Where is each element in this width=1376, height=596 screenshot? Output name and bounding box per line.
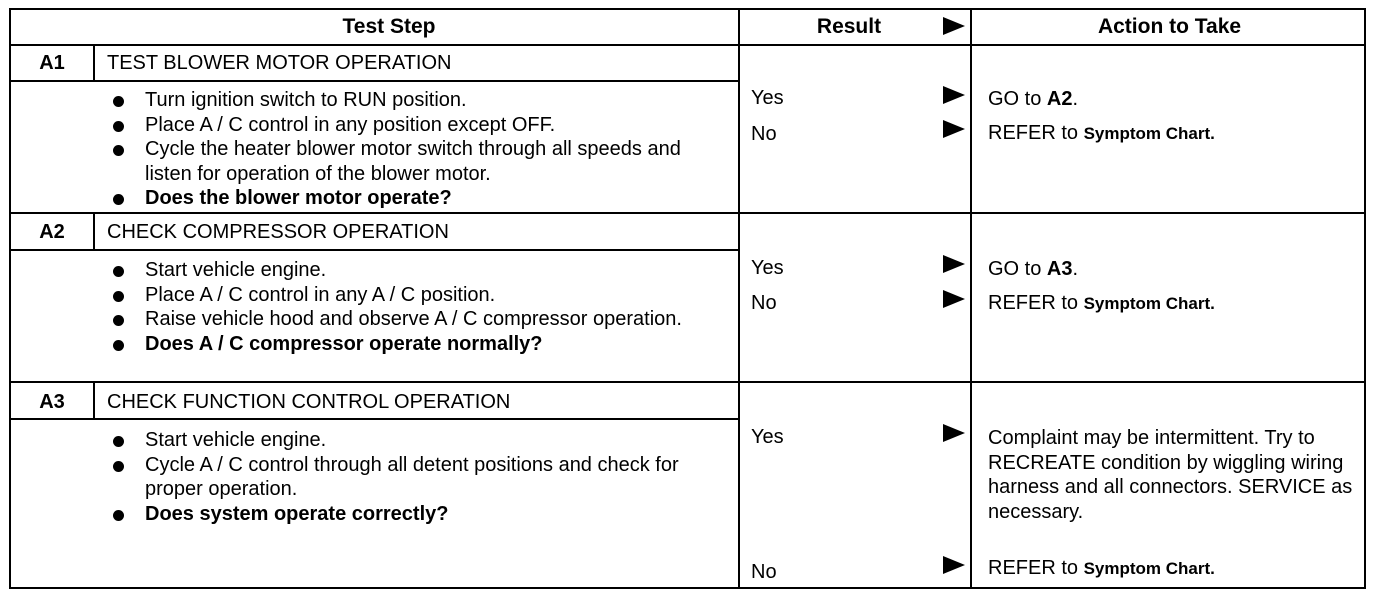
a3-id-divider — [93, 383, 95, 419]
result-yes-a1: Yes — [751, 87, 784, 109]
a1-title-divider — [11, 80, 740, 82]
action-yes-a1: GO to A2. — [988, 88, 1079, 110]
step-id-a3: A3 — [39, 391, 65, 413]
action-yes-a3: Complaint may be intermittent. Try to RECREATE condition by wiggling wiring harness and all connectors. SERVICE as necessary. — [988, 427, 1353, 523]
list-item: Turn ignition switch to RUN position. — [109, 88, 729, 113]
result-no-a2: No — [751, 292, 777, 314]
a2-id-divider — [93, 214, 95, 250]
result-yes-a3: Yes — [751, 426, 784, 448]
step-a2-bullets — [109, 258, 709, 356]
list-item: Start vehicle engine. — [109, 428, 709, 453]
arrow-icon — [943, 424, 965, 442]
action-no-a3: REFER to Symptom Chart. — [988, 557, 1215, 579]
result-yes-a2: Yes — [751, 257, 784, 279]
step-title-a3: CHECK FUNCTION CONTROL OPERATION — [107, 391, 511, 413]
list-item: Start vehicle engine. — [109, 258, 709, 283]
a1-id-divider — [93, 46, 95, 81]
header-divider — [11, 44, 1364, 46]
step-question: Does A / C compressor operate normally? — [109, 332, 709, 357]
a1-bottom-divider — [11, 212, 1364, 214]
arrow-icon — [943, 290, 965, 308]
step-a3-bullets — [109, 428, 709, 526]
arrow-icon — [943, 255, 965, 273]
header-result-arrow-icon — [943, 17, 965, 35]
list-item: Raise vehicle hood and observe A / C compressor operation. — [109, 307, 709, 332]
arrow-icon — [943, 556, 965, 574]
list-item: Place A / C control in any position except OFF. — [109, 113, 729, 138]
step-question: Does the blower motor operate? — [109, 186, 729, 211]
step-a1-bullets — [109, 88, 729, 211]
a3-title-divider — [11, 418, 740, 420]
action-yes-a2: GO to A3. — [988, 258, 1079, 280]
list-item: Cycle the heater blower motor switch through all speeds and listen for operation of the blower motor. — [109, 137, 729, 186]
a2-bottom-divider — [11, 381, 1364, 383]
action-no-a1: REFER to Symptom Chart. — [988, 122, 1215, 144]
arrow-icon — [943, 86, 965, 104]
diagnostic-table — [9, 8, 1366, 589]
step-id-a1: A1 — [39, 52, 65, 74]
result-no-a3: No — [751, 561, 777, 583]
a2-title-divider — [11, 249, 740, 251]
step-id-a2: A2 — [39, 221, 65, 243]
step-question: Does system operate correctly? — [109, 502, 709, 527]
arrow-icon — [943, 120, 965, 138]
header-action: Action to Take — [1097, 15, 1242, 38]
list-item: Cycle A / C control through all detent positions and check for proper operation. — [109, 453, 709, 502]
header-result: Result — [816, 15, 882, 38]
step-title-a2: CHECK COMPRESSOR OPERATION — [107, 221, 449, 243]
list-item: Place A / C control in any A / C position. — [109, 283, 709, 308]
result-no-a1: No — [751, 123, 777, 145]
action-column-divider — [970, 10, 972, 587]
header-test-step: Test Step — [342, 15, 436, 38]
result-column-divider — [738, 10, 740, 587]
action-no-a2: REFER to Symptom Chart. — [988, 292, 1215, 314]
step-title-a1: TEST BLOWER MOTOR OPERATION — [107, 52, 452, 74]
